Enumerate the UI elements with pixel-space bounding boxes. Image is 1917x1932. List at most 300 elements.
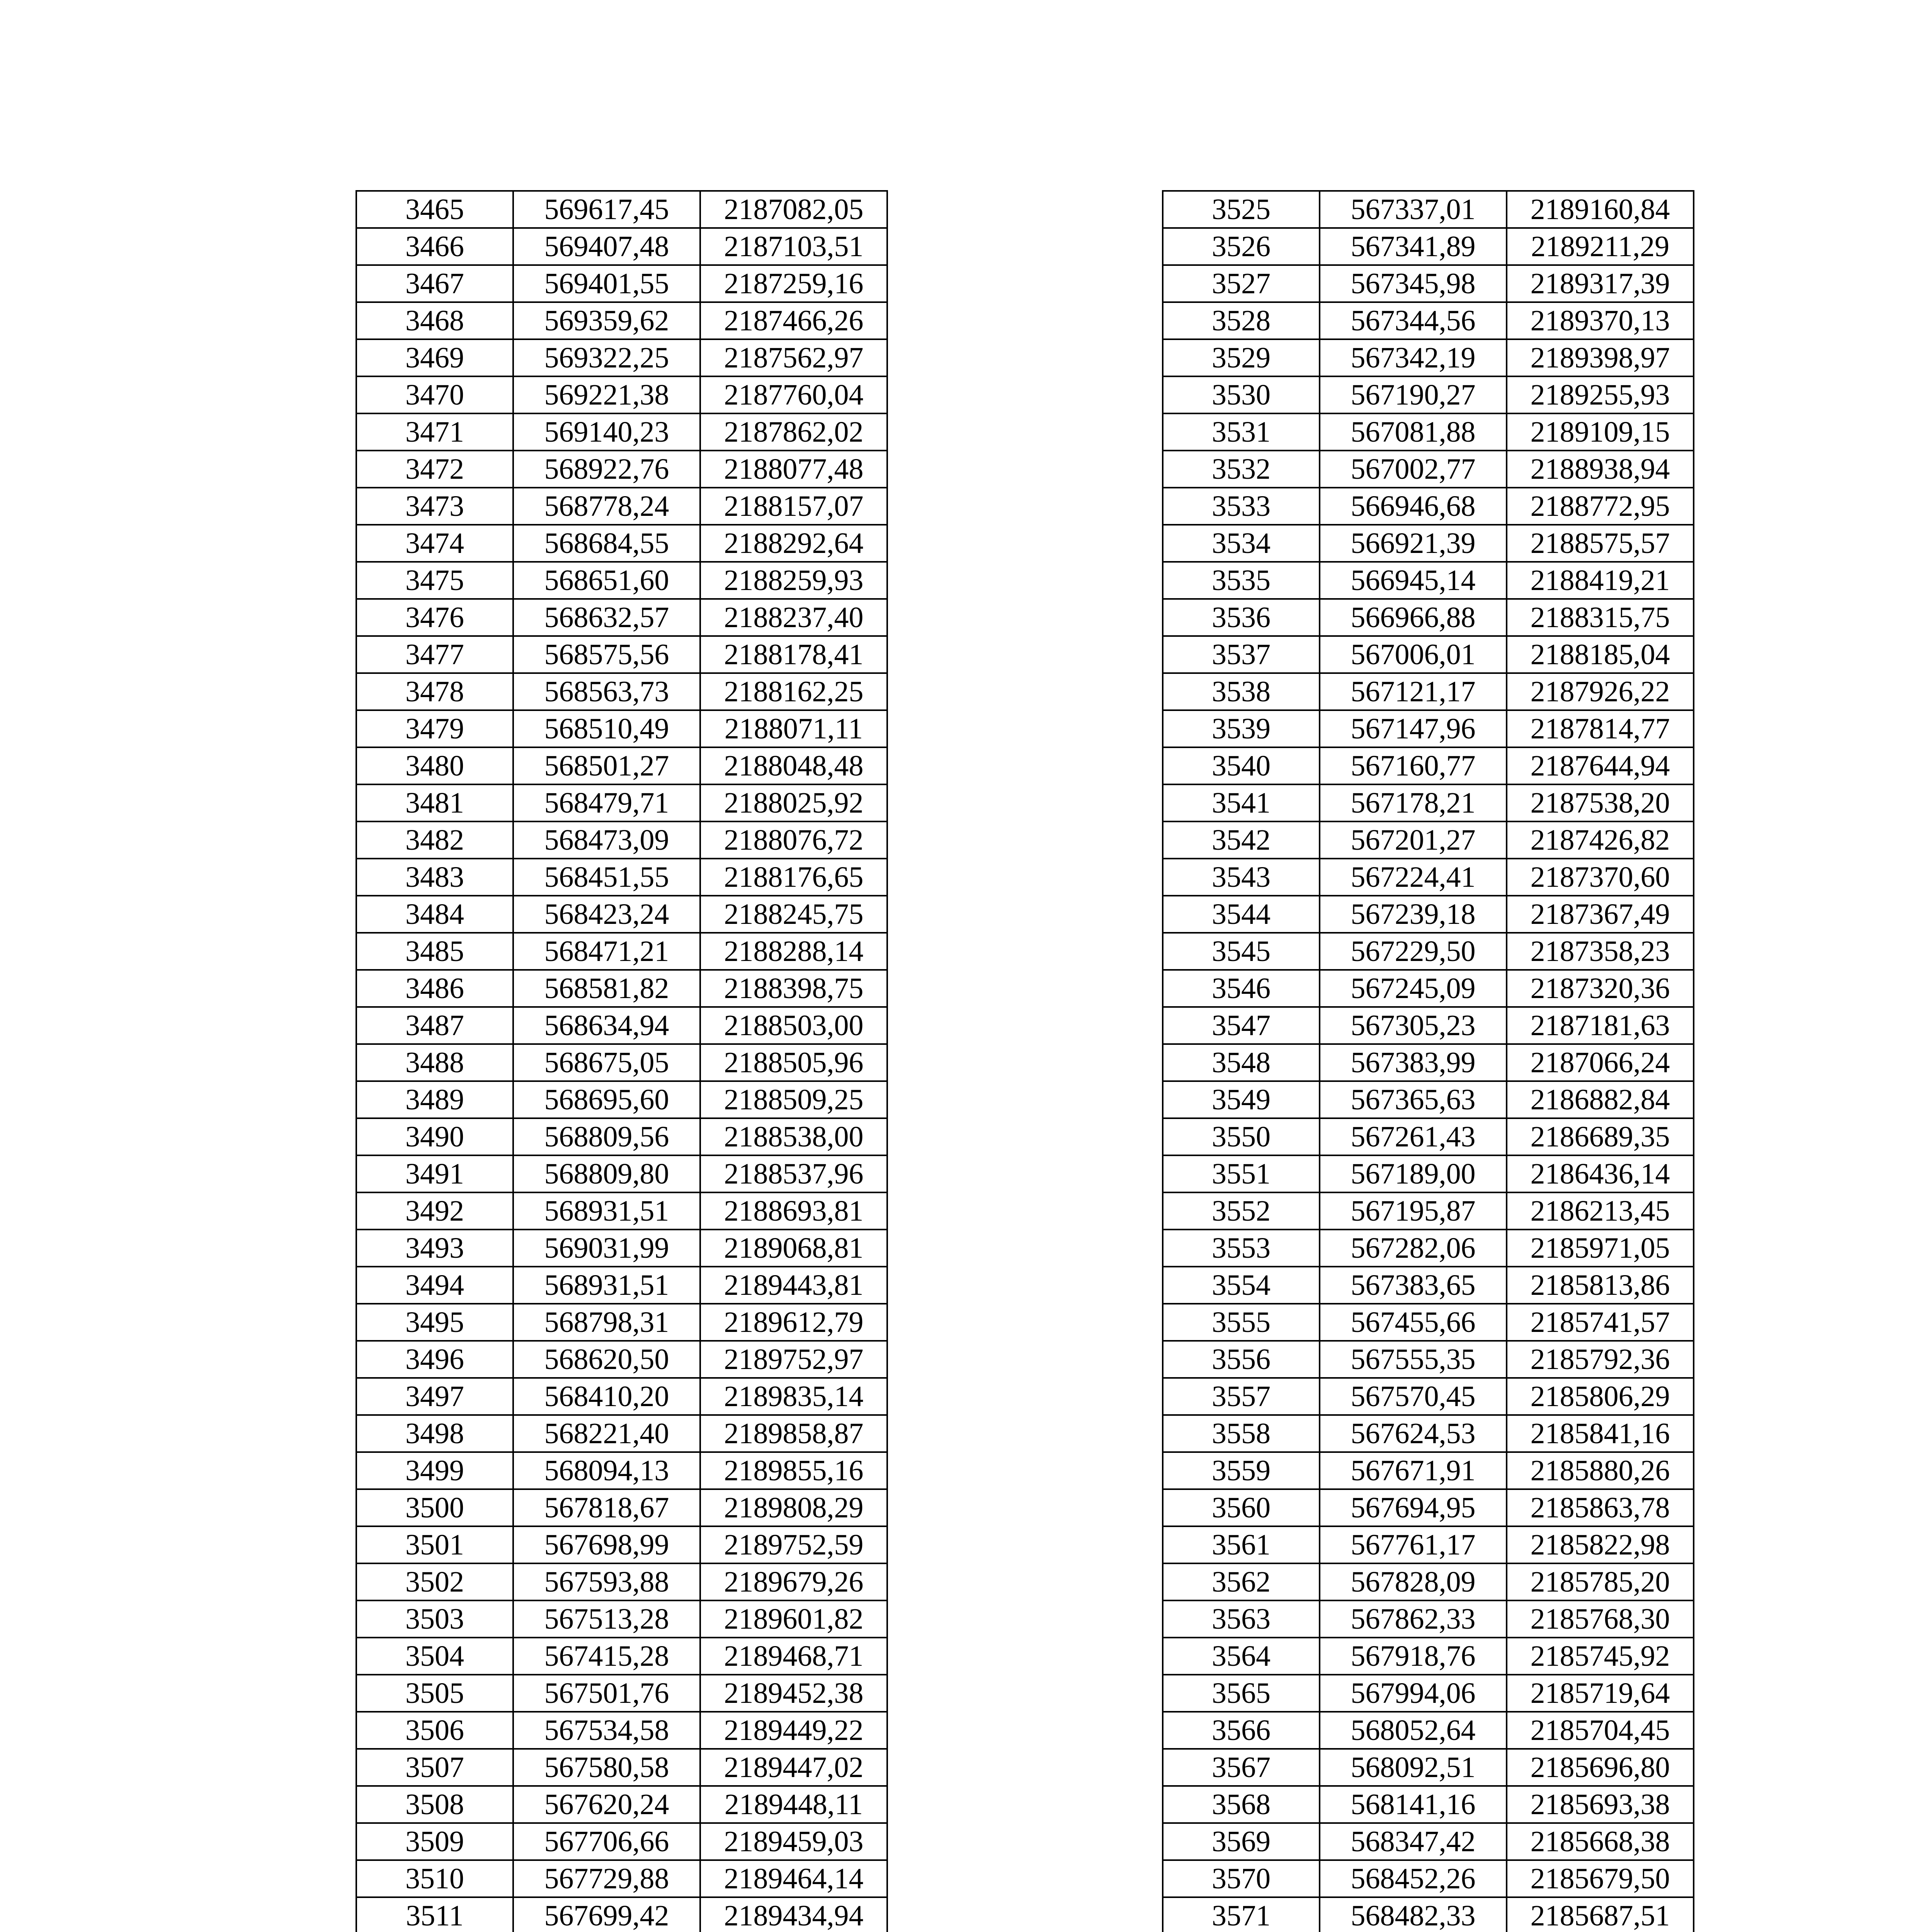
table-row: [1163, 710, 1694, 747]
point-number-cell: 3511: [356, 1897, 513, 1932]
table-body: [1163, 191, 1694, 1932]
table-row: [356, 339, 887, 376]
table-row: [356, 970, 887, 1007]
y-coordinate-cell: 2186436,14: [1507, 1155, 1694, 1192]
point-number-cell: 3532: [1163, 451, 1320, 488]
table-row: [356, 933, 887, 970]
point-number-cell: 3483: [356, 859, 513, 896]
x-coordinate-cell: 568221,40: [513, 1415, 700, 1452]
point-number-cell: 3482: [356, 821, 513, 859]
x-coordinate-cell: 567570,45: [1320, 1378, 1507, 1415]
point-number-cell: 3510: [356, 1860, 513, 1897]
y-coordinate-cell: 2189468,71: [700, 1638, 887, 1675]
table-row: [356, 1378, 887, 1415]
y-coordinate-cell: 2185745,92: [1507, 1638, 1694, 1675]
table-row: [356, 1897, 887, 1932]
y-coordinate-cell: 2185785,20: [1507, 1563, 1694, 1600]
table-row: [1163, 413, 1694, 451]
x-coordinate-cell: 568634,94: [513, 1007, 700, 1044]
point-number-cell: 3507: [356, 1749, 513, 1786]
point-number-cell: 3475: [356, 562, 513, 599]
x-coordinate-cell: 567282,06: [1320, 1230, 1507, 1267]
point-number-cell: 3465: [356, 191, 513, 228]
x-coordinate-cell: 567555,35: [1320, 1341, 1507, 1378]
x-coordinate-cell: 567002,77: [1320, 451, 1507, 488]
y-coordinate-cell: 2189160,84: [1507, 191, 1694, 228]
x-coordinate-cell: 568423,24: [513, 896, 700, 933]
y-coordinate-cell: 2188505,96: [700, 1044, 887, 1081]
point-number-cell: 3467: [356, 265, 513, 302]
point-number-cell: 3557: [1163, 1378, 1320, 1415]
table-row: [1163, 228, 1694, 265]
x-coordinate-cell: 567147,96: [1320, 710, 1507, 747]
table-row: [356, 228, 887, 265]
y-coordinate-cell: 2189858,87: [700, 1415, 887, 1452]
x-coordinate-cell: 567698,99: [513, 1526, 700, 1563]
y-coordinate-cell: 2185704,45: [1507, 1712, 1694, 1749]
table-row: [1163, 376, 1694, 413]
x-coordinate-cell: 567828,09: [1320, 1563, 1507, 1600]
point-number-cell: 3535: [1163, 562, 1320, 599]
table-row: [1163, 1563, 1694, 1600]
table-row: [1163, 636, 1694, 673]
table-row: [1163, 302, 1694, 339]
table-row: [1163, 1786, 1694, 1823]
table-row: [356, 413, 887, 451]
point-number-cell: 3571: [1163, 1897, 1320, 1932]
table-row: [356, 1452, 887, 1489]
point-number-cell: 3479: [356, 710, 513, 747]
x-coordinate-cell: 568809,56: [513, 1118, 700, 1155]
table-row: [356, 488, 887, 525]
table-row: [356, 376, 887, 413]
table-row: [356, 1786, 887, 1823]
y-coordinate-cell: 2189835,14: [700, 1378, 887, 1415]
point-number-cell: 3534: [1163, 525, 1320, 562]
x-coordinate-cell: 567344,56: [1320, 302, 1507, 339]
x-coordinate-cell: 567342,19: [1320, 339, 1507, 376]
y-coordinate-cell: 2189679,26: [700, 1563, 887, 1600]
table-row: [356, 1415, 887, 1452]
x-coordinate-cell: 567365,63: [1320, 1081, 1507, 1118]
y-coordinate-cell: 2186213,45: [1507, 1192, 1694, 1230]
x-coordinate-cell: 567305,23: [1320, 1007, 1507, 1044]
x-coordinate-cell: 567224,41: [1320, 859, 1507, 896]
point-number-cell: 3474: [356, 525, 513, 562]
table-row: [1163, 488, 1694, 525]
x-coordinate-cell: 567121,17: [1320, 673, 1507, 710]
point-number-cell: 3468: [356, 302, 513, 339]
point-number-cell: 3505: [356, 1675, 513, 1712]
point-number-cell: 3545: [1163, 933, 1320, 970]
y-coordinate-cell: 2189612,79: [700, 1304, 887, 1341]
point-number-cell: 3476: [356, 599, 513, 636]
y-coordinate-cell: 2188071,11: [700, 710, 887, 747]
point-number-cell: 3541: [1163, 784, 1320, 821]
coordinates-table-left: [356, 190, 888, 1932]
y-coordinate-cell: 2188315,75: [1507, 599, 1694, 636]
x-coordinate-cell: 567706,66: [513, 1823, 700, 1860]
x-coordinate-cell: 567624,53: [1320, 1415, 1507, 1452]
x-coordinate-cell: 568675,05: [513, 1044, 700, 1081]
x-coordinate-cell: 567337,01: [1320, 191, 1507, 228]
y-coordinate-cell: 2187926,22: [1507, 673, 1694, 710]
table-row: [356, 265, 887, 302]
x-coordinate-cell: 568581,82: [513, 970, 700, 1007]
y-coordinate-cell: 2185719,64: [1507, 1675, 1694, 1712]
point-number-cell: 3488: [356, 1044, 513, 1081]
point-number-cell: 3547: [1163, 1007, 1320, 1044]
x-coordinate-cell: 568451,55: [513, 859, 700, 896]
x-coordinate-cell: 568651,60: [513, 562, 700, 599]
table-row: [1163, 784, 1694, 821]
x-coordinate-cell: 567580,58: [513, 1749, 700, 1786]
point-number-cell: 3495: [356, 1304, 513, 1341]
x-coordinate-cell: 567818,67: [513, 1489, 700, 1526]
y-coordinate-cell: 2187862,02: [700, 413, 887, 451]
table-row: [356, 451, 887, 488]
y-coordinate-cell: 2185863,78: [1507, 1489, 1694, 1526]
y-coordinate-cell: 2188259,93: [700, 562, 887, 599]
table-row: [356, 1526, 887, 1563]
point-number-cell: 3503: [356, 1600, 513, 1638]
y-coordinate-cell: 2189752,59: [700, 1526, 887, 1563]
x-coordinate-cell: 567593,88: [513, 1563, 700, 1600]
y-coordinate-cell: 2188398,75: [700, 970, 887, 1007]
point-number-cell: 3509: [356, 1823, 513, 1860]
table-row: [356, 747, 887, 784]
x-coordinate-cell: 567383,65: [1320, 1267, 1507, 1304]
x-coordinate-cell: 566946,68: [1320, 488, 1507, 525]
table-row: [1163, 562, 1694, 599]
point-number-cell: 3564: [1163, 1638, 1320, 1675]
table-row: [1163, 1860, 1694, 1897]
x-coordinate-cell: 567006,01: [1320, 636, 1507, 673]
y-coordinate-cell: 2187181,63: [1507, 1007, 1694, 1044]
point-number-cell: 3491: [356, 1155, 513, 1192]
point-number-cell: 3466: [356, 228, 513, 265]
y-coordinate-cell: 2188509,25: [700, 1081, 887, 1118]
table-row: [1163, 265, 1694, 302]
x-coordinate-cell: 567261,43: [1320, 1118, 1507, 1155]
x-coordinate-cell: 567383,99: [1320, 1044, 1507, 1081]
x-coordinate-cell: 568798,31: [513, 1304, 700, 1341]
y-coordinate-cell: 2188938,94: [1507, 451, 1694, 488]
y-coordinate-cell: 2185687,51: [1507, 1897, 1694, 1932]
point-number-cell: 3567: [1163, 1749, 1320, 1786]
y-coordinate-cell: 2189317,39: [1507, 265, 1694, 302]
x-coordinate-cell: 567245,09: [1320, 970, 1507, 1007]
point-number-cell: 3530: [1163, 376, 1320, 413]
point-number-cell: 3485: [356, 933, 513, 970]
y-coordinate-cell: 2188025,92: [700, 784, 887, 821]
table-row: [1163, 1230, 1694, 1267]
y-coordinate-cell: 2188693,81: [700, 1192, 887, 1230]
x-coordinate-cell: 567918,76: [1320, 1638, 1507, 1675]
x-coordinate-cell: 567455,66: [1320, 1304, 1507, 1341]
y-coordinate-cell: 2189370,13: [1507, 302, 1694, 339]
x-coordinate-cell: 567195,87: [1320, 1192, 1507, 1230]
x-coordinate-cell: 567239,18: [1320, 896, 1507, 933]
table-row: [356, 1675, 887, 1712]
point-number-cell: 3469: [356, 339, 513, 376]
point-number-cell: 3484: [356, 896, 513, 933]
point-number-cell: 3494: [356, 1267, 513, 1304]
point-number-cell: 3489: [356, 1081, 513, 1118]
y-coordinate-cell: 2188157,07: [700, 488, 887, 525]
point-number-cell: 3525: [1163, 191, 1320, 228]
y-coordinate-cell: 2185792,36: [1507, 1341, 1694, 1378]
table-row: [356, 1155, 887, 1192]
x-coordinate-cell: 567160,77: [1320, 747, 1507, 784]
y-coordinate-cell: 2187259,16: [700, 265, 887, 302]
x-coordinate-cell: 568684,55: [513, 525, 700, 562]
table-row: [356, 1823, 887, 1860]
x-coordinate-cell: 568482,33: [1320, 1897, 1507, 1932]
point-number-cell: 3554: [1163, 1267, 1320, 1304]
point-number-cell: 3531: [1163, 413, 1320, 451]
point-number-cell: 3492: [356, 1192, 513, 1230]
point-number-cell: 3478: [356, 673, 513, 710]
x-coordinate-cell: 567341,89: [1320, 228, 1507, 265]
point-number-cell: 3539: [1163, 710, 1320, 747]
table-row: [1163, 1897, 1694, 1932]
y-coordinate-cell: 2185693,38: [1507, 1786, 1694, 1823]
x-coordinate-cell: 567729,88: [513, 1860, 700, 1897]
point-number-cell: 3562: [1163, 1563, 1320, 1600]
point-number-cell: 3473: [356, 488, 513, 525]
point-number-cell: 3550: [1163, 1118, 1320, 1155]
point-number-cell: 3487: [356, 1007, 513, 1044]
y-coordinate-cell: 2185806,29: [1507, 1378, 1694, 1415]
y-coordinate-cell: 2189448,11: [700, 1786, 887, 1823]
point-number-cell: 3566: [1163, 1712, 1320, 1749]
table-row: [1163, 673, 1694, 710]
point-number-cell: 3497: [356, 1378, 513, 1415]
x-coordinate-cell: 568452,26: [1320, 1860, 1507, 1897]
point-number-cell: 3569: [1163, 1823, 1320, 1860]
x-coordinate-cell: 569221,38: [513, 376, 700, 413]
table-row: [1163, 599, 1694, 636]
x-coordinate-cell: 568931,51: [513, 1267, 700, 1304]
x-coordinate-cell: 568092,51: [1320, 1749, 1507, 1786]
x-coordinate-cell: 567201,27: [1320, 821, 1507, 859]
x-coordinate-cell: 569359,62: [513, 302, 700, 339]
y-coordinate-cell: 2189464,14: [700, 1860, 887, 1897]
x-coordinate-cell: 569407,48: [513, 228, 700, 265]
x-coordinate-cell: 568931,51: [513, 1192, 700, 1230]
table-row: [356, 859, 887, 896]
y-coordinate-cell: 2188575,57: [1507, 525, 1694, 562]
y-coordinate-cell: 2187358,23: [1507, 933, 1694, 970]
table-row: [1163, 821, 1694, 859]
table-row: [356, 525, 887, 562]
y-coordinate-cell: 2185741,57: [1507, 1304, 1694, 1341]
point-number-cell: 3559: [1163, 1452, 1320, 1489]
point-number-cell: 3486: [356, 970, 513, 1007]
y-coordinate-cell: 2187066,24: [1507, 1044, 1694, 1081]
point-number-cell: 3471: [356, 413, 513, 451]
x-coordinate-cell: 568347,42: [1320, 1823, 1507, 1860]
point-number-cell: 3560: [1163, 1489, 1320, 1526]
table-row: [356, 302, 887, 339]
point-number-cell: 3499: [356, 1452, 513, 1489]
y-coordinate-cell: 2185679,50: [1507, 1860, 1694, 1897]
x-coordinate-cell: 567513,28: [513, 1600, 700, 1638]
point-number-cell: 3570: [1163, 1860, 1320, 1897]
x-coordinate-cell: 567178,21: [1320, 784, 1507, 821]
y-coordinate-cell: 2188185,04: [1507, 636, 1694, 673]
table-row: [356, 784, 887, 821]
y-coordinate-cell: 2185768,30: [1507, 1600, 1694, 1638]
y-coordinate-cell: 2188162,25: [700, 673, 887, 710]
point-number-cell: 3548: [1163, 1044, 1320, 1081]
y-coordinate-cell: 2187426,82: [1507, 821, 1694, 859]
y-coordinate-cell: 2188176,65: [700, 859, 887, 896]
point-number-cell: 3527: [1163, 265, 1320, 302]
point-number-cell: 3508: [356, 1786, 513, 1823]
y-coordinate-cell: 2188077,48: [700, 451, 887, 488]
point-number-cell: 3537: [1163, 636, 1320, 673]
table-row: [1163, 1749, 1694, 1786]
x-coordinate-cell: 567189,00: [1320, 1155, 1507, 1192]
y-coordinate-cell: 2187103,51: [700, 228, 887, 265]
table-row: [356, 710, 887, 747]
table-row: [1163, 1155, 1694, 1192]
table-row: [1163, 339, 1694, 376]
y-coordinate-cell: 2189601,82: [700, 1600, 887, 1638]
x-coordinate-cell: 568575,56: [513, 636, 700, 673]
table-row: [356, 821, 887, 859]
y-coordinate-cell: 2185668,38: [1507, 1823, 1694, 1860]
table-row: [356, 1267, 887, 1304]
table-row: [1163, 1600, 1694, 1638]
x-coordinate-cell: 568141,16: [1320, 1786, 1507, 1823]
y-coordinate-cell: 2188772,95: [1507, 488, 1694, 525]
x-coordinate-cell: 567620,24: [513, 1786, 700, 1823]
x-coordinate-cell: 568510,49: [513, 710, 700, 747]
y-coordinate-cell: 2185822,98: [1507, 1526, 1694, 1563]
y-coordinate-cell: 2188538,00: [700, 1118, 887, 1155]
table-row: [356, 1860, 887, 1897]
point-number-cell: 3542: [1163, 821, 1320, 859]
table-row: [1163, 1823, 1694, 1860]
point-number-cell: 3472: [356, 451, 513, 488]
table-row: [1163, 1712, 1694, 1749]
y-coordinate-cell: 2189447,02: [700, 1749, 887, 1786]
point-number-cell: 3544: [1163, 896, 1320, 933]
y-coordinate-cell: 2185971,05: [1507, 1230, 1694, 1267]
x-coordinate-cell: 567081,88: [1320, 413, 1507, 451]
y-coordinate-cell: 2187814,77: [1507, 710, 1694, 747]
point-number-cell: 3540: [1163, 747, 1320, 784]
x-coordinate-cell: 569401,55: [513, 265, 700, 302]
y-coordinate-cell: 2186882,84: [1507, 1081, 1694, 1118]
table-row: [1163, 1378, 1694, 1415]
table-row: [356, 1563, 887, 1600]
x-coordinate-cell: 566966,88: [1320, 599, 1507, 636]
table-row: [356, 1712, 887, 1749]
y-coordinate-cell: 2187367,49: [1507, 896, 1694, 933]
y-coordinate-cell: 2187320,36: [1507, 970, 1694, 1007]
x-coordinate-cell: 568778,24: [513, 488, 700, 525]
point-number-cell: 3493: [356, 1230, 513, 1267]
table-row: [356, 1081, 887, 1118]
point-number-cell: 3501: [356, 1526, 513, 1563]
point-number-cell: 3504: [356, 1638, 513, 1675]
y-coordinate-cell: 2188292,64: [700, 525, 887, 562]
point-number-cell: 3502: [356, 1563, 513, 1600]
table-row: [1163, 933, 1694, 970]
point-number-cell: 3506: [356, 1712, 513, 1749]
y-coordinate-cell: 2189434,94: [700, 1897, 887, 1932]
point-number-cell: 3543: [1163, 859, 1320, 896]
x-coordinate-cell: 567761,17: [1320, 1526, 1507, 1563]
y-coordinate-cell: 2187538,20: [1507, 784, 1694, 821]
table-row: [1163, 1192, 1694, 1230]
x-coordinate-cell: 568501,27: [513, 747, 700, 784]
table-row: [1163, 1118, 1694, 1155]
table-row: [1163, 1452, 1694, 1489]
point-number-cell: 3553: [1163, 1230, 1320, 1267]
point-number-cell: 3538: [1163, 673, 1320, 710]
table-row: [1163, 1638, 1694, 1675]
y-coordinate-cell: 2188178,41: [700, 636, 887, 673]
x-coordinate-cell: 568473,09: [513, 821, 700, 859]
point-number-cell: 3496: [356, 1341, 513, 1378]
y-coordinate-cell: 2188288,14: [700, 933, 887, 970]
y-coordinate-cell: 2185880,26: [1507, 1452, 1694, 1489]
y-coordinate-cell: 2188237,40: [700, 599, 887, 636]
table-row: [1163, 1304, 1694, 1341]
point-number-cell: 3556: [1163, 1341, 1320, 1378]
point-number-cell: 3480: [356, 747, 513, 784]
table-row: [1163, 1489, 1694, 1526]
table-row: [1163, 1267, 1694, 1304]
point-number-cell: 3481: [356, 784, 513, 821]
y-coordinate-cell: 2189459,03: [700, 1823, 887, 1860]
x-coordinate-cell: 567415,28: [513, 1638, 700, 1675]
x-coordinate-cell: 567190,27: [1320, 376, 1507, 413]
y-coordinate-cell: 2188419,21: [1507, 562, 1694, 599]
table-row: [1163, 896, 1694, 933]
x-coordinate-cell: 566945,14: [1320, 562, 1507, 599]
table-row: [1163, 1415, 1694, 1452]
table-row: [1163, 1675, 1694, 1712]
y-coordinate-cell: 2187370,60: [1507, 859, 1694, 896]
x-coordinate-cell: 567229,50: [1320, 933, 1507, 970]
x-coordinate-cell: 569617,45: [513, 191, 700, 228]
y-coordinate-cell: 2189449,22: [700, 1712, 887, 1749]
table-row: [356, 896, 887, 933]
coordinates-table-right: [1162, 190, 1694, 1932]
y-coordinate-cell: 2188245,75: [700, 896, 887, 933]
table-row: [356, 636, 887, 673]
table-row: [356, 1230, 887, 1267]
table-row: [1163, 1044, 1694, 1081]
y-coordinate-cell: 2189211,29: [1507, 228, 1694, 265]
x-coordinate-cell: 568410,20: [513, 1378, 700, 1415]
point-number-cell: 3565: [1163, 1675, 1320, 1712]
table-row: [356, 1192, 887, 1230]
table-row: [1163, 1007, 1694, 1044]
x-coordinate-cell: 568695,60: [513, 1081, 700, 1118]
table-row: [1163, 191, 1694, 228]
y-coordinate-cell: 2187466,26: [700, 302, 887, 339]
table-row: [356, 1489, 887, 1526]
y-coordinate-cell: 2187760,04: [700, 376, 887, 413]
x-coordinate-cell: 567345,98: [1320, 265, 1507, 302]
